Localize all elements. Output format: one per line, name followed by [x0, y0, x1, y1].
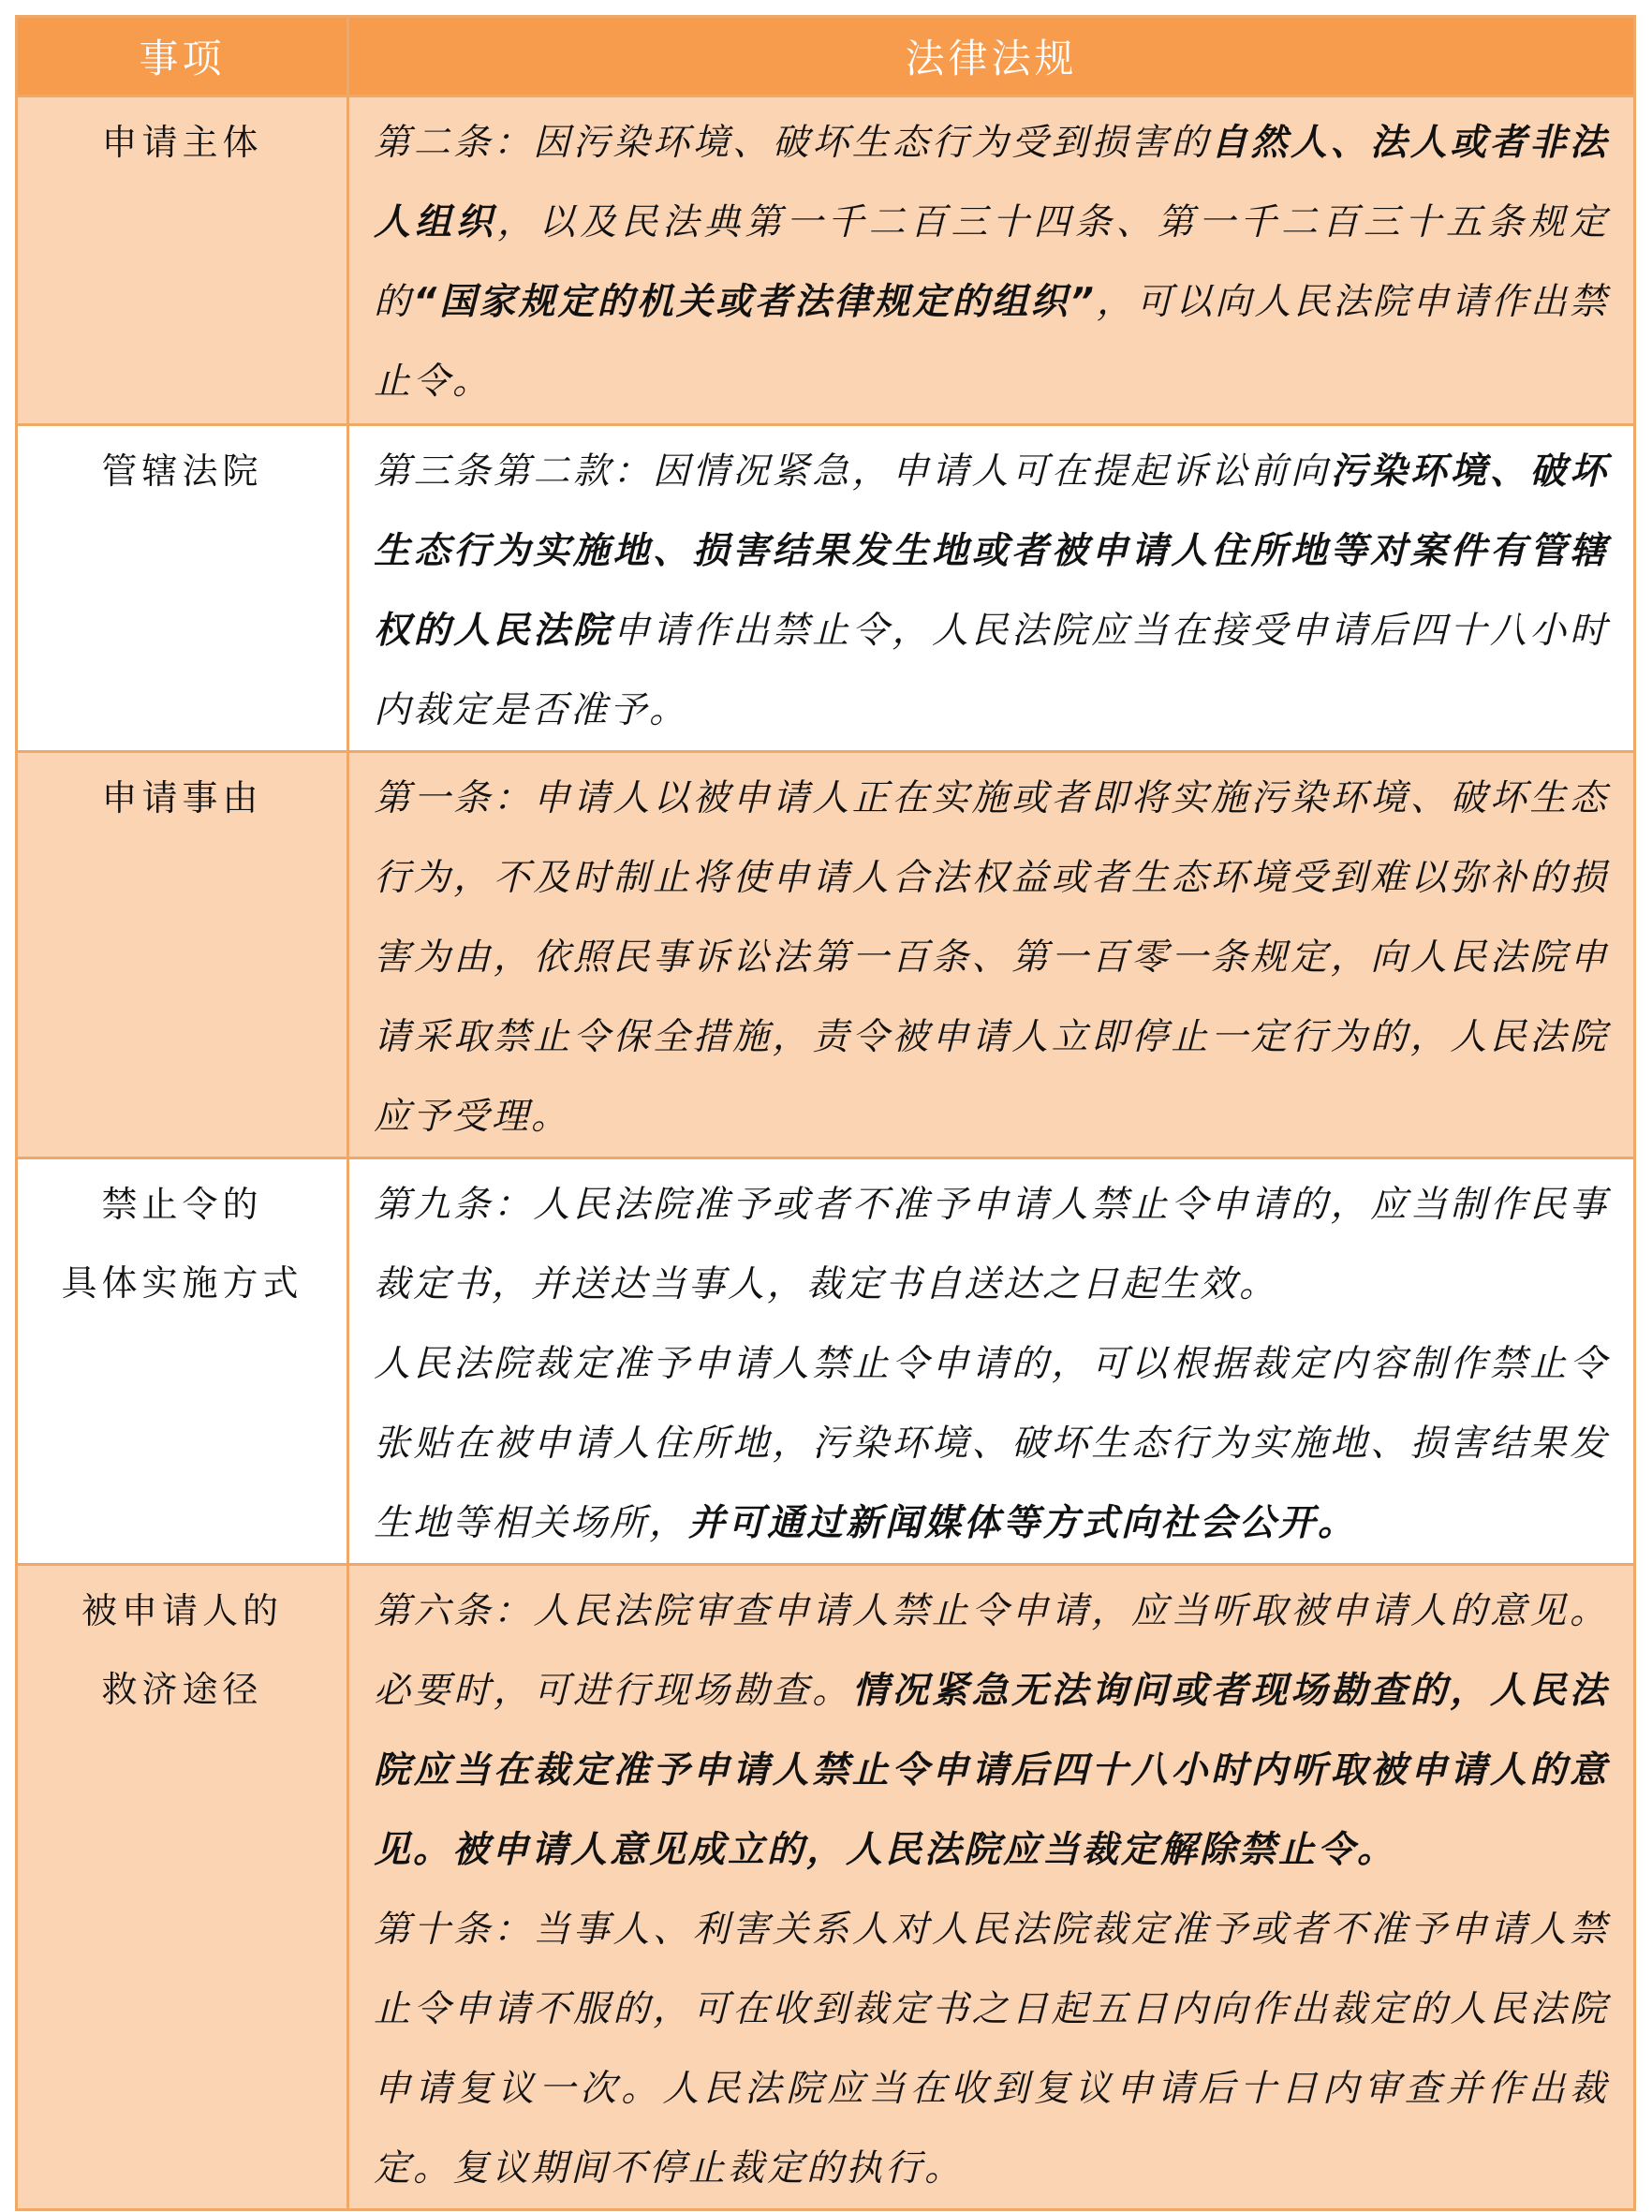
law-cell — [348, 425, 1635, 752]
table-row — [17, 752, 1635, 1158]
law-text: 第三条第二款：因情况紧急，申请人可在提起诉讼前向 — [374, 450, 1331, 493]
header-item: 事项 — [17, 17, 348, 96]
law-text: 第十条：当事人、利害关系人对人民法院裁定准予或者不准予申请人禁止令申请不服的，可在收到裁定书之日起五日内向作出裁定的人民法院申请复议一次。人民法院应当在收到复议申请后十日内审查并作出裁定。复议期间不停止裁定的执行。 — [374, 1909, 1609, 2190]
item-label-line: 管辖法院 — [101, 450, 263, 492]
law-cell — [348, 1565, 1635, 2210]
table-row — [17, 425, 1635, 752]
law-text: 第六条：人民法院审查申请人禁止令申请，应当听取被申请人的意见。必要时，可进行现场勘查。 — [374, 1590, 1609, 1712]
law-paragraph — [374, 103, 1609, 421]
law-paragraph — [374, 759, 1609, 1157]
item-cell — [17, 425, 348, 752]
item-label-line: 禁止令的 — [101, 1184, 263, 1225]
law-text-bold: 自然人、法人或者非法人组织 — [374, 122, 1609, 243]
law-text: ，以及民法典第一千二百三十四条、第一千二百三十五条规定的 — [374, 201, 1609, 323]
item-label-line: 被申请人的 — [81, 1590, 283, 1631]
law-paragraph — [374, 1890, 1609, 2208]
item-label-line: 具体实施方式 — [61, 1262, 303, 1304]
item-cell — [17, 96, 348, 425]
item-label-line: 申请主体 — [101, 122, 263, 163]
header-law: 法律法规 — [348, 17, 1635, 96]
item-cell — [17, 1565, 348, 2210]
item-cell — [17, 1158, 348, 1565]
law-text: 第一条：申请人以被申请人正在实施或者即将实施污染环境、破坏生态行为，不及时制止将使申请人合法权益或者生态环境受到难以弥补的损害为由，依照民事诉讼法第一百条、第一百零一条规定，向人民法院申请采取禁止令保全措施，责令被申请人立即停止一定行为的，人民法院应予受理。 — [374, 777, 1609, 1138]
table-row — [17, 1565, 1635, 2210]
law-paragraph — [374, 432, 1609, 750]
law-text: ，可以向人民法院申请作出禁止令。 — [374, 281, 1609, 403]
law-text-bold: “国家规定的机关或者法律规定的组织” — [413, 281, 1097, 323]
law-text-bold: 并可通过新闻媒体等方式向社会公开。 — [688, 1502, 1358, 1544]
law-cell — [348, 96, 1635, 425]
table-header-row — [17, 17, 1635, 96]
law-text: 第二条：因污染环境、破坏生态行为受到损害的 — [374, 122, 1211, 164]
law-paragraph — [374, 1165, 1609, 1324]
law-text: 申请作出禁止令，人民法院应当在接受申请后四十八小时内裁定是否准予。 — [374, 610, 1609, 731]
law-cell — [348, 1158, 1635, 1565]
item-label-line: 申请事由 — [101, 777, 263, 818]
item-label-line: 救济途径 — [101, 1669, 263, 1710]
law-text: 人民法院裁定准予申请人禁止令申请的，可以根据裁定内容制作禁止令张贴在被申请人住所地，污染环境、破坏生态行为实施地、损害结果发生地等相关场所， — [374, 1343, 1609, 1544]
law-text-bold: 污染环境、破坏生态行为实施地、损害结果发生地或者被申请人住所地等对案件有管辖权的人民法院 — [374, 450, 1609, 652]
law-paragraph — [374, 1324, 1609, 1563]
law-text: 第九条：人民法院准予或者不准予申请人禁止令申请的，应当制作民事裁定书，并送达当事人，裁定书自送达之日起生效。 — [374, 1184, 1609, 1305]
regulation-table — [15, 15, 1636, 2211]
law-paragraph — [374, 1571, 1609, 1890]
law-text-bold: 情况紧急无法询问或者现场勘查的，人民法院应当在裁定准予申请人禁止令申请后四十八小时内听取被申请人的意见。被申请人意见成立的，人民法院应当裁定解除禁止令。 — [374, 1670, 1609, 1871]
table-row — [17, 96, 1635, 425]
law-cell — [348, 752, 1635, 1158]
table-row — [17, 1158, 1635, 1565]
item-cell — [17, 752, 348, 1158]
